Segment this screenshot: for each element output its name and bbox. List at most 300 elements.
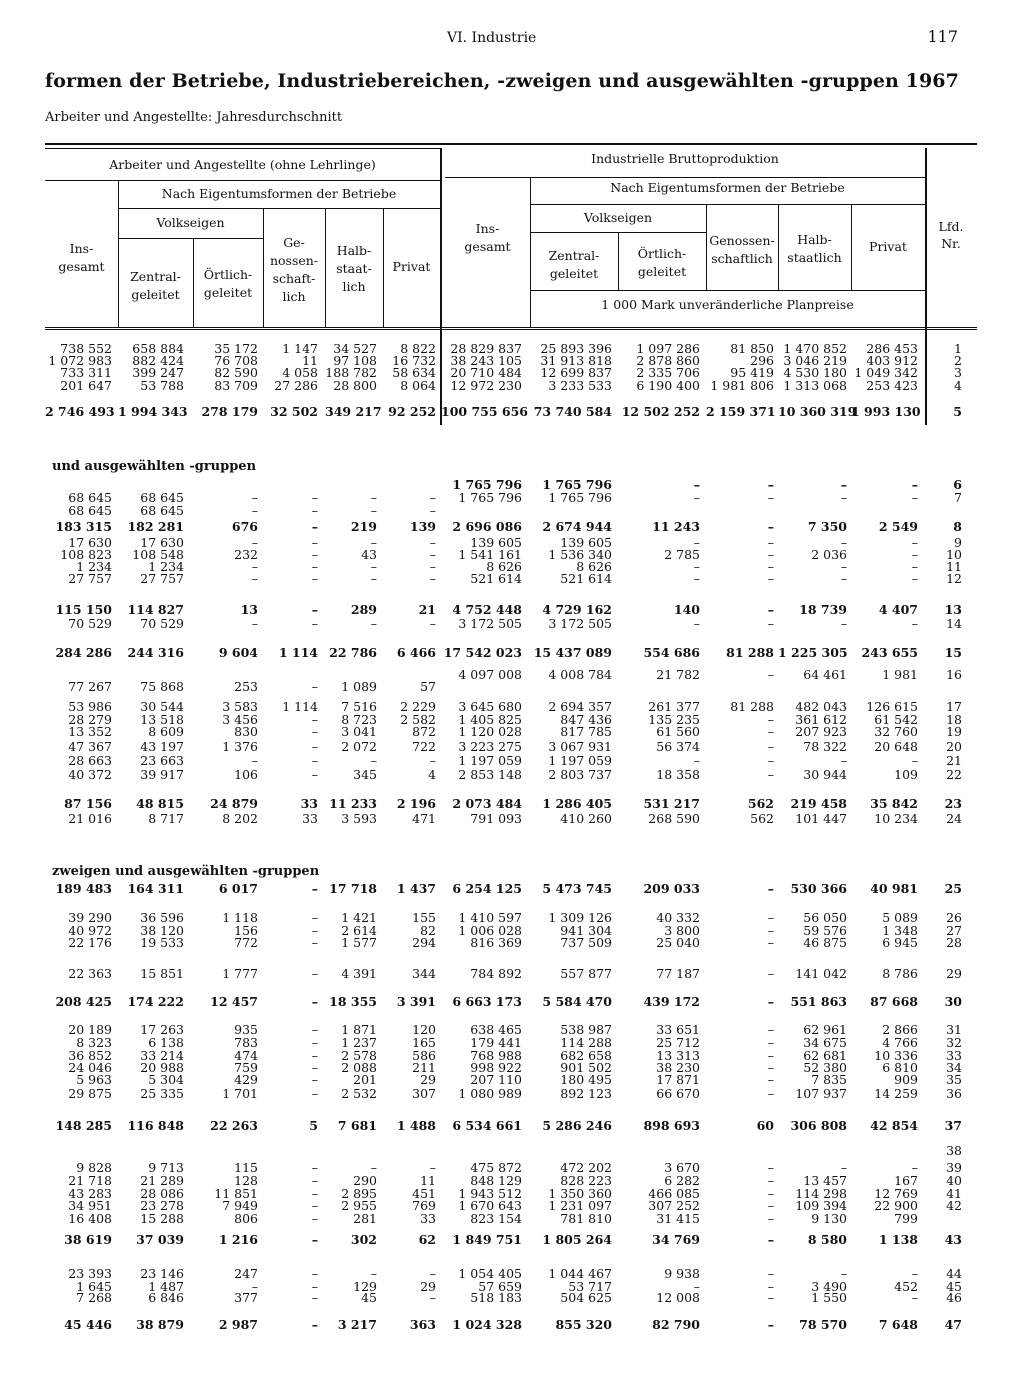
cell-prod-local: 66 670 <box>656 1086 700 1101</box>
cell-coop: – <box>311 1086 318 1101</box>
cell-prod-central: 538 987 <box>560 1022 612 1037</box>
cell-prod-total: 2 853 148 <box>458 767 522 782</box>
cell-lfd-nr: 24 <box>946 811 962 826</box>
cell-lfd-nr: 18 <box>946 712 962 727</box>
cell-prod-total: 4 752 448 <box>452 602 522 617</box>
cell-lfd-nr: 2 <box>954 353 962 368</box>
cell-prod-coop: – <box>767 1186 774 1201</box>
header-ownership-left: Nach Eigentumsformen der Betriebe <box>161 186 397 201</box>
cell-total: 45 446 <box>64 1317 112 1332</box>
cell-central: 25 335 <box>140 1086 184 1101</box>
cell-prod-central: 5 286 246 <box>542 1118 612 1133</box>
cell-local: 12 457 <box>210 994 258 1009</box>
cell-prod-private: 167 <box>894 1173 918 1188</box>
cell-prod-total: 823 154 <box>470 1211 522 1226</box>
cell-prod-semistate: 101 447 <box>795 811 847 826</box>
table-row <box>0 1087 1024 1101</box>
section-heading-branches: zweigen und ausgewählten -gruppen <box>52 864 320 879</box>
cell-prod-coop: – <box>767 923 774 938</box>
cell-prod-private: 286 453 <box>866 341 918 356</box>
cell-private: – <box>429 1266 436 1281</box>
cell-prod-central: 5 473 745 <box>542 881 612 896</box>
cell-central: 39 917 <box>140 767 184 782</box>
cell-total: 53 986 <box>68 699 112 714</box>
cell-central: 68 645 <box>140 490 184 505</box>
cell-lfd-nr: 17 <box>946 699 962 714</box>
cell-prod-total: 1 943 512 <box>458 1186 522 1201</box>
cell-prod-central: 73 740 584 <box>533 404 612 419</box>
cell-coop: – <box>311 1060 318 1075</box>
cell-prod-total: 4 097 008 <box>458 667 522 682</box>
cell-semistate: – <box>370 559 377 574</box>
cell-prod-central: 1 286 405 <box>542 796 612 811</box>
header-volkseigen-right: Volkseigen <box>583 210 653 225</box>
cell-semistate: 289 <box>350 602 377 617</box>
cell-semistate: 2 578 <box>341 1048 377 1063</box>
cell-central: 6 846 <box>148 1290 184 1305</box>
cell-lfd-nr: 16 <box>946 667 962 682</box>
cell-semistate: 3 593 <box>341 811 377 826</box>
header-prod-central-2: geleitet <box>549 266 599 281</box>
cell-coop: 11 <box>302 353 318 368</box>
cell-prod-local: 3 670 <box>664 1160 700 1175</box>
cell-prod-coop: – <box>767 1048 774 1063</box>
cell-prod-coop: 296 <box>750 353 774 368</box>
cell-semistate: 1 871 <box>341 1022 377 1037</box>
cell-prod-private: 403 912 <box>866 353 918 368</box>
cell-coop: – <box>311 739 318 754</box>
cell-coop: – <box>311 503 318 518</box>
cell-prod-semistate: 64 461 <box>803 667 847 682</box>
cell-prod-private: – <box>911 571 918 586</box>
cell-prod-coop: – <box>767 602 774 617</box>
header-prod-local-2: geleitet <box>637 264 687 279</box>
cell-prod-local: 38 230 <box>656 1060 700 1075</box>
cell-prod-local: 82 790 <box>652 1317 700 1332</box>
cell-prod-semistate: 34 675 <box>803 1035 847 1050</box>
table-row <box>0 725 1024 739</box>
table-row <box>0 405 1024 420</box>
cell-prod-total: 1 120 028 <box>458 724 522 739</box>
cell-prod-local: – <box>693 1279 700 1294</box>
cell-private: 3 391 <box>396 994 436 1009</box>
cell-private: – <box>429 559 436 574</box>
cell-prod-local: 25 712 <box>656 1035 700 1050</box>
cell-coop: – <box>311 602 318 617</box>
cell-prod-coop: – <box>767 1211 774 1226</box>
cell-prod-private: – <box>911 490 918 505</box>
cell-private: 62 <box>418 1232 436 1247</box>
cell-prod-central: 2 694 357 <box>548 699 612 714</box>
cell-central: 15 851 <box>140 966 184 981</box>
cell-prod-private: – <box>911 547 918 562</box>
cell-local: 9 604 <box>218 645 258 660</box>
cell-central: 27 757 <box>140 571 184 586</box>
cell-central: 23 146 <box>140 1266 184 1281</box>
rule-v-total <box>118 180 119 328</box>
cell-lfd-nr: 39 <box>946 1160 962 1175</box>
cell-prod-private: 109 <box>894 767 918 782</box>
cell-local: 806 <box>234 1211 258 1226</box>
cell-local: 128 <box>234 1173 258 1188</box>
cell-prod-coop: – <box>767 935 774 950</box>
cell-lfd-nr: 44 <box>946 1266 962 1281</box>
cell-coop: – <box>311 1198 318 1213</box>
cell-lfd-nr: 46 <box>946 1290 962 1305</box>
cell-prod-semistate: 7 835 <box>811 1072 847 1087</box>
cell-semistate: – <box>370 1160 377 1175</box>
cell-total: 284 286 <box>55 645 112 660</box>
running-header <box>0 27 1024 50</box>
cell-coop: 1 147 <box>282 341 318 356</box>
table-row <box>0 572 1024 586</box>
cell-lfd-nr: 31 <box>946 1022 962 1037</box>
cell-prod-private: 5 089 <box>882 910 918 925</box>
table-row <box>0 1073 1024 1087</box>
cell-lfd-nr: 9 <box>954 535 962 550</box>
cell-total: 29 875 <box>68 1086 112 1101</box>
cell-prod-central: 2 674 944 <box>542 519 612 534</box>
cell-central: 9 713 <box>148 1160 184 1175</box>
cell-prod-local: 17 871 <box>656 1072 700 1087</box>
cell-semistate: 2 088 <box>341 1060 377 1075</box>
cell-private: 294 <box>412 935 436 950</box>
cell-local: 115 <box>234 1160 258 1175</box>
cell-total: 189 483 <box>55 881 112 896</box>
cell-prod-local: 13 313 <box>656 1048 700 1063</box>
cell-semistate: 1 421 <box>341 910 377 925</box>
cell-prod-local: 61 560 <box>656 724 700 739</box>
cell-central: 8 609 <box>148 724 184 739</box>
cell-central: 70 529 <box>140 616 184 631</box>
rule-top-left <box>45 148 440 149</box>
cell-private: 4 <box>428 767 436 782</box>
cell-semistate: 349 217 <box>325 404 382 419</box>
cell-prod-semistate: – <box>840 477 847 492</box>
cell-prod-central: 114 288 <box>560 1035 612 1050</box>
rule-h1-left <box>45 180 440 181</box>
cell-local: 1 701 <box>222 1086 258 1101</box>
cell-local: – <box>251 571 258 586</box>
cell-central: 30 544 <box>140 699 184 714</box>
cell-prod-total: 38 243 105 <box>450 353 522 368</box>
cell-prod-semistate: – <box>840 1160 847 1175</box>
cell-prod-central: 1 536 340 <box>548 547 612 562</box>
cell-private: 29 <box>420 1279 436 1294</box>
cell-semistate: – <box>370 503 377 518</box>
cell-central: 108 548 <box>132 547 184 562</box>
rule-unit-top <box>530 290 925 291</box>
cell-lfd-nr: 42 <box>946 1198 962 1213</box>
cell-prod-central: 15 437 089 <box>533 645 612 660</box>
table-row <box>0 1212 1024 1226</box>
cell-prod-private: – <box>911 1290 918 1305</box>
cell-prod-private: – <box>911 535 918 550</box>
cell-prod-coop: – <box>767 535 774 550</box>
cell-central: 244 316 <box>127 645 184 660</box>
cell-prod-local: – <box>693 571 700 586</box>
cell-central: 17 630 <box>140 535 184 550</box>
cell-prod-coop: – <box>767 1035 774 1050</box>
cell-central: 33 214 <box>140 1048 184 1063</box>
cell-lfd-nr: 22 <box>946 767 962 782</box>
cell-prod-coop: 95 419 <box>730 365 774 380</box>
cell-prod-coop: – <box>767 966 774 981</box>
cell-local: – <box>251 1279 258 1294</box>
cell-prod-coop: – <box>767 881 774 896</box>
cell-prod-private: 1 981 <box>882 667 918 682</box>
cell-private: 2 229 <box>400 699 436 714</box>
rule-top <box>45 143 977 145</box>
table-row <box>0 936 1024 950</box>
cell-prod-private: – <box>911 477 918 492</box>
cell-prod-central: 1 350 360 <box>548 1186 612 1201</box>
cell-private: 307 <box>412 1086 436 1101</box>
cell-central: 21 289 <box>140 1173 184 1188</box>
table-row <box>0 740 1024 754</box>
table-row <box>0 1233 1024 1248</box>
cell-semistate: 43 <box>361 547 377 562</box>
cell-semistate: 302 <box>350 1232 377 1247</box>
cell-semistate: – <box>370 490 377 505</box>
cell-prod-coop: – <box>767 1198 774 1213</box>
cell-lfd-nr: 26 <box>946 910 962 925</box>
table-row <box>0 1291 1024 1305</box>
cell-prod-semistate: 207 923 <box>795 724 847 739</box>
cell-semistate: 17 718 <box>329 881 377 896</box>
cell-total: 34 951 <box>68 1198 112 1213</box>
cell-total: 8 323 <box>76 1035 112 1050</box>
cell-private: 8 064 <box>400 378 436 393</box>
cell-private: 33 <box>420 1211 436 1226</box>
cell-prod-total: 1 024 328 <box>452 1317 522 1332</box>
cell-prod-private: 243 655 <box>861 645 918 660</box>
cell-total: 39 290 <box>68 910 112 925</box>
cell-local: 2 987 <box>218 1317 258 1332</box>
cell-central: 36 596 <box>140 910 184 925</box>
cell-lfd-nr: 14 <box>946 616 962 631</box>
cell-prod-coop: – <box>767 547 774 562</box>
header-prod-private: Privat <box>869 239 907 254</box>
cell-prod-local: 33 651 <box>656 1022 700 1037</box>
cell-semistate: 2 895 <box>341 1186 377 1201</box>
header-semistate-3: lich <box>342 279 366 294</box>
rule-header-bottom <box>45 327 977 328</box>
cell-lfd-nr: 8 <box>953 519 962 534</box>
cell-prod-private: – <box>911 559 918 574</box>
cell-lfd-nr: 30 <box>944 994 962 1009</box>
cell-central: 399 247 <box>132 365 184 380</box>
cell-private: – <box>429 1290 436 1305</box>
table-row <box>0 768 1024 782</box>
cell-prod-central: 855 320 <box>555 1317 612 1332</box>
page-title: formen der Betriebe, Industriebereichen, -zweigen und ausgewählten -gruppen 1967 <box>45 70 959 92</box>
cell-prod-semistate: – <box>840 559 847 574</box>
cell-prod-semistate: 109 394 <box>795 1198 847 1213</box>
cell-central: 1 234 <box>148 559 184 574</box>
cell-prod-private: 61 542 <box>874 712 918 727</box>
cell-coop: – <box>311 1048 318 1063</box>
cell-prod-total: 1 849 751 <box>452 1232 522 1247</box>
cell-prod-local: 2 878 860 <box>636 353 700 368</box>
cell-private: 344 <box>412 966 436 981</box>
cell-lfd-nr: 38 <box>946 1143 962 1158</box>
cell-local: 106 <box>234 767 258 782</box>
cell-prod-local: 268 590 <box>648 811 700 826</box>
cell-prod-central: 892 123 <box>560 1086 612 1101</box>
cell-coop: 1 114 <box>282 699 318 714</box>
cell-semistate: 281 <box>353 1211 377 1226</box>
cell-coop: 1 114 <box>278 645 318 660</box>
table-row <box>0 1318 1024 1333</box>
cell-central: 882 424 <box>132 353 184 368</box>
cell-coop: 32 502 <box>270 404 318 419</box>
cell-prod-total: 100 755 656 <box>441 404 528 419</box>
cell-prod-semistate: 13 457 <box>803 1173 847 1188</box>
cell-local: 3 583 <box>222 699 258 714</box>
cell-semistate: – <box>370 535 377 550</box>
cell-total: 87 156 <box>64 796 112 811</box>
cell-prod-central: 828 223 <box>560 1173 612 1188</box>
cell-central: 20 988 <box>140 1060 184 1075</box>
table-row <box>0 812 1024 826</box>
cell-lfd-nr: 11 <box>946 559 962 574</box>
cell-prod-local: 25 040 <box>656 935 700 950</box>
cell-total: 108 823 <box>60 547 112 562</box>
cell-private: 120 <box>412 1022 436 1037</box>
cell-coop: – <box>311 1211 318 1226</box>
header-unit: 1 000 Mark unveränderliche Planpreise <box>601 297 854 312</box>
cell-coop: – <box>311 1186 318 1201</box>
cell-prod-semistate: 361 612 <box>795 712 847 727</box>
cell-prod-central: 4 008 784 <box>548 667 612 682</box>
cell-prod-central: 1 765 796 <box>542 477 612 492</box>
cell-semistate: 45 <box>361 1290 377 1305</box>
cell-prod-total: 1 405 825 <box>458 712 522 727</box>
cell-prod-semistate: 2 036 <box>811 547 847 562</box>
cell-private: 11 <box>420 1173 436 1188</box>
cell-prod-central: 2 803 737 <box>548 767 612 782</box>
cell-prod-coop: – <box>767 724 774 739</box>
cell-prod-local: 3 800 <box>664 923 700 938</box>
cell-total: 43 283 <box>68 1186 112 1201</box>
cell-lfd-nr: 3 <box>954 365 962 380</box>
cell-coop: – <box>311 767 318 782</box>
cell-prod-total: 3 645 680 <box>458 699 522 714</box>
cell-private: 722 <box>412 739 436 754</box>
cell-semistate: 28 800 <box>333 378 377 393</box>
cell-prod-local: – <box>693 535 700 550</box>
header-volkseigen-left: Volkseigen <box>156 215 225 230</box>
cell-prod-central: 5 584 470 <box>542 994 612 1009</box>
cell-coop: 27 286 <box>274 378 318 393</box>
cell-prod-central: 180 495 <box>560 1072 612 1087</box>
cell-private: 872 <box>412 724 436 739</box>
cell-prod-local: 6 282 <box>664 1173 700 1188</box>
cell-coop: – <box>311 994 318 1009</box>
cell-semistate: 188 782 <box>325 365 377 380</box>
cell-prod-central: 410 260 <box>560 811 612 826</box>
cell-prod-coop: – <box>767 1266 774 1281</box>
cell-prod-central: 1 765 796 <box>548 490 612 505</box>
cell-central: 38 120 <box>140 923 184 938</box>
cell-coop: – <box>311 935 318 950</box>
cell-prod-central: 25 893 396 <box>540 341 612 356</box>
cell-coop: – <box>311 1035 318 1050</box>
cell-coop: – <box>311 1266 318 1281</box>
cell-private: 586 <box>412 1048 436 1063</box>
cell-prod-coop: – <box>767 616 774 631</box>
cell-total: 1 234 <box>76 559 112 574</box>
cell-coop: – <box>311 1160 318 1175</box>
cell-prod-private: 7 648 <box>878 1317 918 1332</box>
cell-lfd-nr: 23 <box>944 796 962 811</box>
cell-central: 1 487 <box>148 1279 184 1294</box>
cell-semistate: 1 577 <box>341 935 377 950</box>
cell-prod-semistate: 4 530 180 <box>783 365 847 380</box>
cell-prod-private: 909 <box>894 1072 918 1087</box>
cell-prod-central: 1 805 264 <box>542 1232 612 1247</box>
cell-prod-semistate: 3 046 219 <box>783 353 847 368</box>
cell-semistate: 3 041 <box>341 724 377 739</box>
cell-central: 8 717 <box>148 811 184 826</box>
table-row <box>0 1119 1024 1134</box>
cell-prod-local: 307 252 <box>648 1198 700 1213</box>
cell-local: 1 216 <box>218 1232 258 1247</box>
cell-prod-central: 941 304 <box>560 923 612 938</box>
cell-local: – <box>251 535 258 550</box>
cell-private: – <box>429 753 436 768</box>
cell-private: – <box>429 503 436 518</box>
cell-private: 82 <box>420 923 436 938</box>
cell-total: 208 425 <box>55 994 112 1009</box>
header-prod-central-1: Zentral- <box>548 248 600 263</box>
cell-semistate: 3 217 <box>337 1317 377 1332</box>
cell-semistate: 219 <box>350 519 377 534</box>
cell-prod-local: 261 377 <box>648 699 700 714</box>
cell-local: 3 456 <box>222 712 258 727</box>
cell-lfd-nr: 45 <box>946 1279 962 1294</box>
table-row <box>0 379 1024 393</box>
cell-private: 58 634 <box>392 365 436 380</box>
cell-prod-total: 1 080 989 <box>458 1086 522 1101</box>
cell-local: 1 376 <box>222 739 258 754</box>
cell-prod-coop: – <box>767 1022 774 1037</box>
cell-prod-private: 2 549 <box>878 519 918 534</box>
cell-prod-local: – <box>693 753 700 768</box>
header-prod-coop-1: Genossen- <box>709 233 775 248</box>
cell-private: 139 <box>409 519 436 534</box>
cell-coop: – <box>311 910 318 925</box>
cell-prod-central: 901 502 <box>560 1060 612 1075</box>
cell-private: 165 <box>412 1035 436 1050</box>
cell-prod-semistate: – <box>840 571 847 586</box>
cell-private: 363 <box>409 1317 436 1332</box>
cell-prod-semistate: 107 937 <box>795 1086 847 1101</box>
cell-prod-private: 1 049 342 <box>854 365 918 380</box>
cell-prod-semistate: 62 681 <box>803 1048 847 1063</box>
cell-prod-total: 1 765 796 <box>458 490 522 505</box>
cell-prod-private: 87 668 <box>870 994 918 1009</box>
cell-local: 8 202 <box>222 811 258 826</box>
cell-central: 28 086 <box>140 1186 184 1201</box>
cell-prod-coop: – <box>767 667 774 682</box>
cell-central: 658 884 <box>132 341 184 356</box>
header-workers-group: Arbeiter und Angestellte (ohne Lehrlinge) <box>109 157 376 172</box>
cell-lfd-nr: 4 <box>954 378 962 393</box>
cell-prod-central: 557 877 <box>560 966 612 981</box>
cell-total: 16 408 <box>68 1211 112 1226</box>
